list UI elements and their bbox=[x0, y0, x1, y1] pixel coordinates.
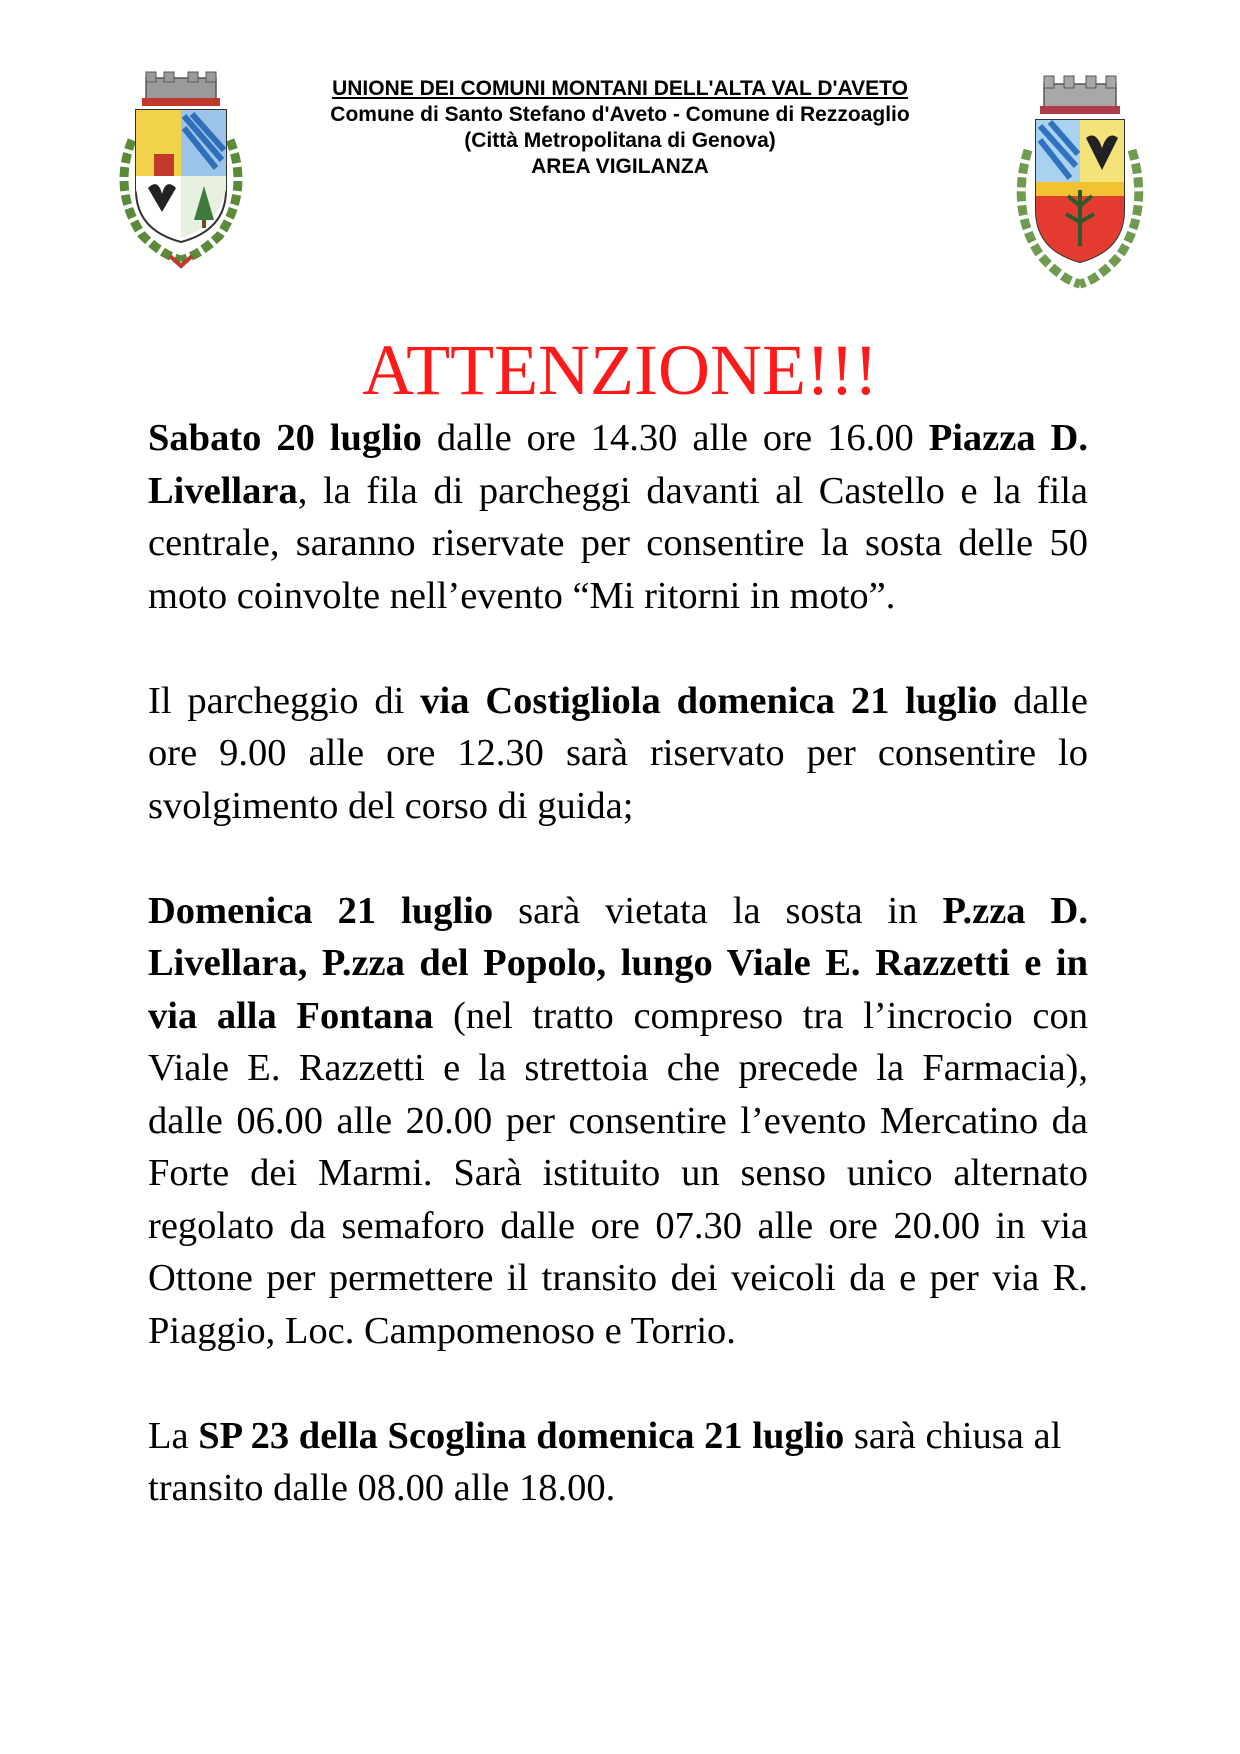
metropolitan-city: (Città Metropolitana di Genova) bbox=[464, 129, 776, 152]
notice-body bbox=[148, 412, 1088, 1515]
paragraph-text: dalle ore 14.30 alle ore 16.00 bbox=[421, 417, 929, 459]
paragraph-text: , la fila di parcheggi davanti al Castello e la fila centrale, saranno riservate per consentire la sosta delle 50 moto coinvolte nell’evento “Mi ritorni in moto”. bbox=[148, 469, 1088, 617]
paragraph-text: (nel tratto compreso tra l’incrocio con Viale E. Razzetti e la strettoia che precede la Farmacia), dalle 06.00 alle 20.00 per consentire l’evento Mercatino da Forte dei Marmi. Sarà istituito un senso unico alternato regolato da semaforo dalle ore 07.30 alle ore 20.00 in via Ottone per permettere il transito dei veicoli da e per via R. Piaggio, Loc. Campomenoso e Torrio. bbox=[148, 994, 1088, 1352]
paragraph-text: Il parcheggio di bbox=[148, 679, 421, 722]
date-highlight: Domenica 21 luglio bbox=[148, 889, 494, 932]
coat-of-arms-left-icon bbox=[112, 70, 250, 270]
department: AREA VIGILANZA bbox=[531, 155, 709, 178]
paragraph-text: sarà vietata la sosta in bbox=[493, 889, 943, 932]
notice-paragraph-3 bbox=[148, 885, 1088, 1358]
paragraph-gap bbox=[148, 622, 1088, 675]
notice-paragraph-1 bbox=[148, 412, 1088, 622]
date-highlight: Sabato 20 luglio bbox=[148, 417, 422, 459]
letterhead-text bbox=[250, 76, 990, 180]
coat-of-arms-right-icon bbox=[1010, 70, 1150, 295]
paragraph-gap bbox=[148, 832, 1088, 885]
paragraph-text: La bbox=[148, 1414, 199, 1457]
location-highlight: Piazza D. Livellara bbox=[148, 417, 1088, 512]
location-highlight: via Costigliola domenica 21 luglio bbox=[420, 679, 998, 722]
notice-paragraph-2 bbox=[148, 675, 1088, 833]
paragraph-gap bbox=[148, 1357, 1088, 1410]
notice-paragraph-4 bbox=[148, 1410, 1088, 1515]
page-title: ATTENZIONE!!! bbox=[362, 330, 878, 410]
location-highlight: P.zza D. Livellara, P.zza del Popolo, lungo Viale E. Razzetti e in via alla Fontana bbox=[148, 889, 1088, 1037]
location-highlight: SP 23 della Scoglina domenica 21 luglio bbox=[198, 1414, 845, 1457]
union-name: UNIONE DEI COMUNI MONTANI DELL'ALTA VAL D'AVETO bbox=[332, 77, 908, 100]
paragraph-text: sarà chiusa al transito dalle 08.00 alle 18.00. bbox=[148, 1414, 1062, 1509]
municipalities: Comune di Santo Stefano d'Aveto - Comune di Rezzoaglio bbox=[330, 103, 910, 126]
letterhead bbox=[0, 0, 1240, 320]
paragraph-text: dalle ore 9.00 alle ore 12.30 sarà riservato per consentire lo svolgimento del corso di guida; bbox=[148, 679, 1088, 827]
